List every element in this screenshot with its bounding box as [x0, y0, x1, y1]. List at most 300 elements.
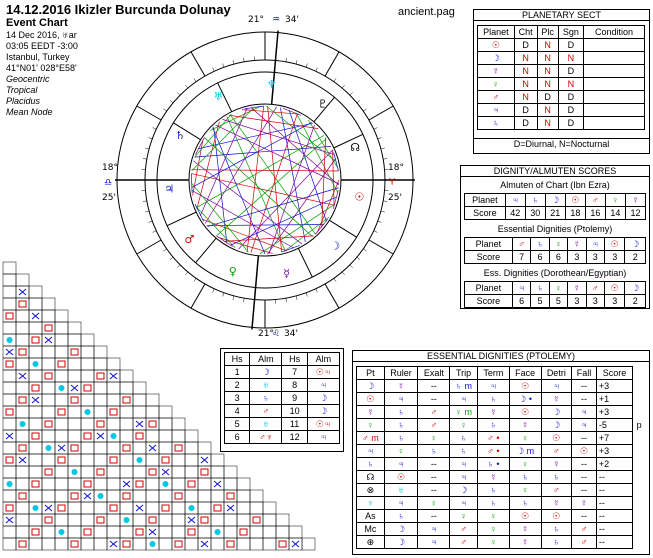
dignity-cell: -- [572, 432, 597, 445]
planet-icon: ☿ [568, 282, 586, 295]
dignity-cell: -- [418, 484, 450, 497]
score-value: 2 [625, 295, 646, 308]
sect-cell: N [537, 78, 558, 91]
house-number: 8 [282, 379, 307, 392]
dignity-cell: -- [418, 510, 450, 523]
col-header: Pt [357, 367, 385, 380]
condition-cell [584, 78, 645, 91]
libra-icon: ♎ [104, 178, 113, 188]
peregrine-flag [633, 497, 646, 510]
planet-icon: ♄ [531, 282, 549, 295]
sect-row [478, 91, 645, 104]
dignity-cell: ☿ [541, 497, 572, 510]
dignity-cell: -- [572, 380, 597, 393]
house-almuten: ♄ [250, 392, 282, 405]
house-number: 7 [282, 366, 307, 379]
score-value: 3 [586, 251, 604, 264]
dignity-cell: -- [596, 510, 632, 523]
dignity-cell: ♄ [477, 419, 509, 432]
planet-icon: ☉ [604, 282, 625, 295]
dignity-cell: ♄ [384, 432, 418, 445]
dignity-cell: -- [572, 471, 597, 484]
dignity-cell: ☉ [541, 510, 572, 523]
dignity-cell: -- [596, 523, 632, 536]
dignity-cell: -- [572, 510, 597, 523]
row-label: Planet [465, 238, 513, 251]
score-value: 6 [531, 251, 549, 264]
planet-icon: ☉ [604, 238, 625, 251]
dignity-cell: ☿ [509, 419, 541, 432]
ptolemy-label: Essential Dignities (Ptolemy) [497, 224, 613, 234]
dignity-cell: ☿ [477, 471, 509, 484]
dignity-cell: ♀ [477, 510, 509, 523]
chart-subtitle: Event Chart [6, 17, 68, 29]
sect-row [478, 117, 645, 130]
dignity-cell: ♂ [541, 484, 572, 497]
house-row [225, 392, 340, 405]
dignity-cell: ♄ • [477, 458, 509, 471]
dignity-cell: ☉ [509, 510, 541, 523]
dignity-cell: ♄ [450, 432, 478, 445]
planet-icon: ♀ [549, 282, 567, 295]
dignity-cell: +3 [596, 380, 632, 393]
svg-text:♅: ♅ [213, 90, 224, 104]
planet-icon: ☿ [478, 65, 515, 78]
dignity-cell: ☉ [384, 471, 418, 484]
house-number: 6 [225, 431, 250, 444]
peregrine-flag [633, 471, 646, 484]
score-value: 3 [586, 295, 604, 308]
leo-icon: ♌ [272, 329, 281, 339]
sect-legend: D=Diurnal, N=Nocturnal [474, 138, 649, 149]
dignity-cell: ♀ [509, 484, 541, 497]
dignity-cell: ♃ [477, 380, 509, 393]
svg-text:♇: ♇ [317, 97, 328, 111]
planet-icon: ♄ [478, 117, 515, 130]
point-icon: ♄ [357, 458, 385, 471]
dignity-cell: ☉ [572, 445, 597, 458]
planet-icon: ☿ [568, 238, 586, 251]
col-header: Condition [584, 26, 645, 39]
sect-cell: D [558, 39, 583, 52]
score-planet-row [465, 194, 646, 207]
planet-icon: ♂ [478, 91, 515, 104]
planet-icon: ☽ [478, 52, 515, 65]
dignity-cell: ♃ [418, 523, 450, 536]
row-label: Score [465, 207, 506, 220]
sect-cell: N [514, 78, 537, 91]
planet-icon: ☽ [625, 282, 646, 295]
dignity-row [357, 432, 646, 445]
dignity-cell: ♂ [572, 523, 597, 536]
planetary-sect-table [477, 25, 645, 130]
dignity-cell: ♂ • [477, 432, 509, 445]
svg-text:☽: ☽ [330, 239, 341, 253]
point-icon: ☉ [357, 393, 385, 406]
planet-icon: ☿ [625, 194, 645, 207]
sect-cell: D [514, 117, 537, 130]
dignity-cell: ♄ [541, 523, 572, 536]
dignity-cell: ☽ [384, 523, 418, 536]
svg-text:☉: ☉ [354, 190, 365, 204]
house-row [225, 418, 340, 431]
col-header: Ruler [384, 367, 418, 380]
condition-cell [584, 117, 645, 130]
col-header: Trip [450, 367, 478, 380]
dignity-cell: ♀ [477, 523, 509, 536]
point-icon: ♃ [357, 445, 385, 458]
peregrine-flag [633, 432, 646, 445]
score-value: 21 [545, 207, 565, 220]
dignity-cell: -- [418, 380, 450, 393]
planet-icon: ♀ [549, 238, 567, 251]
dignity-cell: ♃ [450, 393, 478, 406]
house-almuten: ♃ [307, 379, 339, 392]
score-value-row [465, 295, 646, 308]
dignity-row [357, 536, 646, 549]
planet-icon: ☉ [478, 39, 515, 52]
planet-icon: ♃ [512, 282, 530, 295]
point-icon: ⊕ [357, 536, 385, 549]
peregrine-flag [633, 393, 646, 406]
house-almuten: ♃ [307, 431, 339, 444]
dignity-cell: ♀ [384, 445, 418, 458]
col-header: Fall [572, 367, 597, 380]
planet-icon: ♄ [531, 238, 549, 251]
dignity-row [357, 523, 646, 536]
sect-cell: N [537, 104, 558, 117]
sect-cell: N [537, 65, 558, 78]
col-header: Alm [250, 353, 282, 366]
chart-place: Istanbul, Turkey [6, 52, 70, 62]
row-label: Score [465, 295, 513, 308]
aries-icon: ♈ [388, 178, 397, 188]
sect-cell: D [537, 91, 558, 104]
dignity-cell: ♄ [477, 497, 509, 510]
sect-cell: N [558, 52, 583, 65]
dignity-cell: ♀ [418, 432, 450, 445]
planet-icon: ♀ [478, 78, 515, 91]
dignity-cell: ♃ [450, 497, 478, 510]
dignity-cell: ♃ [541, 380, 572, 393]
dignity-cell: ☿ [477, 406, 509, 419]
score-value: 2 [625, 251, 646, 264]
chart-option: Geocentric [6, 74, 50, 84]
house-almuten: ♅ [250, 418, 282, 431]
col-header: Sgn [558, 26, 583, 39]
house-number: 9 [282, 392, 307, 405]
asc-degree: 18° [102, 163, 118, 173]
chart-option: Placidus [6, 96, 41, 106]
sect-cell: N [537, 117, 558, 130]
house-row [225, 379, 340, 392]
sect-cell: N [514, 52, 537, 65]
dignity-row [357, 510, 646, 523]
peregrine-flag [633, 445, 646, 458]
sect-row [478, 104, 645, 117]
house-number: 12 [282, 431, 307, 444]
sect-row [478, 78, 645, 91]
house-almuten: ☽ [307, 405, 339, 418]
house-number: 4 [225, 405, 250, 418]
ic-minute: 34' [284, 329, 298, 339]
score-value: 5 [531, 295, 549, 308]
sect-cell: N [514, 65, 537, 78]
dignity-row [357, 406, 646, 419]
chart-title: 14.12.2016 Ikizler Burcunda Dolunay [6, 2, 231, 17]
dignity-cell: ♀ [509, 432, 541, 445]
dignity-cell: ♄ [477, 393, 509, 406]
dignity-row [357, 393, 646, 406]
dignity-cell: ♄ [509, 471, 541, 484]
svg-text:♀: ♀ [228, 264, 237, 278]
dignity-cell: +3 [596, 406, 632, 419]
peregrine-flag [633, 406, 646, 419]
house-almuten: ☉♃ [307, 366, 339, 379]
dignity-cell: ♀ [418, 497, 450, 510]
condition-cell [584, 39, 645, 52]
dignity-scores-title: DIGNITY/ALMUTEN SCORES [461, 166, 649, 177]
dignity-cell: ☉ [509, 380, 541, 393]
score-value: 3 [568, 251, 586, 264]
essential-dignities-title: ESSENTIAL DIGNITIES (PTOLEMY) [353, 351, 649, 362]
chart-time: 03:05 EEDT -3:00 [6, 41, 78, 51]
svg-text:♆: ♆ [266, 78, 277, 92]
dignity-cell: ☉ [541, 432, 572, 445]
dignity-cell: -- [596, 497, 632, 510]
dignity-cell: ♄ [384, 510, 418, 523]
house-number: 2 [225, 379, 250, 392]
house-almuten: ♂ [250, 405, 282, 418]
row-label: Planet [465, 282, 513, 295]
dignity-cell: ♄ [541, 536, 572, 549]
score-value: 3 [568, 295, 586, 308]
dignity-cell: ♀ [477, 536, 509, 549]
svg-text:♄: ♄ [175, 128, 186, 142]
condition-cell [584, 104, 645, 117]
dignity-cell: ♀ [509, 458, 541, 471]
house-number: 1 [225, 366, 250, 379]
sect-cell: N [558, 78, 583, 91]
dignity-cell: ☽ [541, 419, 572, 432]
planet-icon: ♂ [512, 238, 530, 251]
dignity-cell: ♂ [418, 406, 450, 419]
dignity-cell: -- [572, 393, 597, 406]
planet-icon: ♂ [586, 282, 604, 295]
dignity-cell: -- [418, 458, 450, 471]
score-planet-row [465, 282, 646, 295]
house-number: 5 [225, 418, 250, 431]
svg-text:☊: ☊ [350, 141, 360, 155]
sect-cell: D [514, 104, 537, 117]
col-header: Hs [282, 353, 307, 366]
score-value-row [465, 207, 646, 220]
point-icon: ♆ [357, 497, 385, 510]
house-number: 10 [282, 405, 307, 418]
dignity-cell: ♄ m [450, 380, 478, 393]
dignity-cell: ☿ [509, 536, 541, 549]
score-value: 14 [605, 207, 625, 220]
dignity-cell: ☽ m [509, 445, 541, 458]
house-row [225, 431, 340, 444]
ptolemy-table [464, 237, 646, 264]
house-number: 3 [225, 392, 250, 405]
dignity-row [357, 419, 646, 432]
dsc-minute: 25' [388, 193, 402, 203]
score-value: 5 [549, 295, 567, 308]
dignity-cell: ♃ [572, 406, 597, 419]
point-icon: ☿ [357, 406, 385, 419]
condition-cell [584, 91, 645, 104]
dignity-cell: ♃ [572, 419, 597, 432]
dorothean-label: Ess. Dignities (Dorothean/Egyptian) [483, 268, 627, 278]
col-header: Face [509, 367, 541, 380]
page-file-name: ancient.pag [398, 6, 455, 18]
sect-cell: D [558, 91, 583, 104]
planet-icon: ☽ [545, 194, 565, 207]
dignity-cell: ☿ [541, 393, 572, 406]
sect-row [478, 65, 645, 78]
chart-coords: 41°N01' 028°E58' [6, 63, 77, 73]
point-icon: Mc [357, 523, 385, 536]
condition-cell [584, 52, 645, 65]
condition-cell [584, 65, 645, 78]
asc-minute: 25' [102, 193, 116, 203]
dignity-cell: ♄ [418, 445, 450, 458]
score-value: 16 [585, 207, 605, 220]
col-header: Score [596, 367, 632, 380]
col-header: Alm [307, 353, 339, 366]
house-almuten: ♂♆ [250, 431, 282, 444]
dignity-cell: -- [572, 484, 597, 497]
dignity-cell: ♀ [450, 510, 478, 523]
peregrine-flag [633, 523, 646, 536]
dignity-cell: ♂ [572, 536, 597, 549]
dignity-cell: ☽ [384, 536, 418, 549]
dignity-cell: ♃ [384, 497, 418, 510]
point-icon: ☊ [357, 471, 385, 484]
mc-degree: 21° [248, 15, 264, 25]
score-value-row [465, 251, 646, 264]
row-label: Score [465, 251, 513, 264]
col-header: Exalt [418, 367, 450, 380]
col-header: Cht [514, 26, 537, 39]
aspect-lines [191, 106, 339, 254]
house-row [225, 405, 340, 418]
dignity-cell: +2 [596, 458, 632, 471]
house-number: 11 [282, 418, 307, 431]
dignity-cell: ♂ • [477, 445, 509, 458]
dignity-row [357, 458, 646, 471]
dignity-cell: +7 [596, 432, 632, 445]
planet-icon: ♃ [505, 194, 525, 207]
col-header: Planet [478, 26, 515, 39]
dignity-cell: ♂ [450, 536, 478, 549]
dignity-cell: -- [418, 471, 450, 484]
score-value: 42 [505, 207, 525, 220]
peregrine-flag [633, 536, 646, 549]
dignity-cell: ♄ [450, 445, 478, 458]
dignity-cell: ☿ [572, 497, 597, 510]
svg-text:♂: ♂ [184, 233, 195, 247]
dignity-row [357, 484, 646, 497]
score-value: 3 [604, 295, 625, 308]
planet-icon: ☽ [625, 238, 646, 251]
point-icon: As [357, 510, 385, 523]
aspect-ring [189, 104, 341, 256]
dignity-cell: +1 [596, 393, 632, 406]
sect-row [478, 52, 645, 65]
dignity-cell: ♂ [450, 523, 478, 536]
sect-cell: D [558, 104, 583, 117]
dorothean-table [464, 281, 646, 308]
planet-glyphs [164, 78, 364, 280]
mc-minute: 34' [285, 15, 299, 25]
dignity-cell: -5 [596, 419, 632, 432]
aquarius-icon: ♒ [272, 15, 281, 25]
chart-option: Mean Node [6, 107, 53, 117]
col-header: Detri [541, 367, 572, 380]
score-value: 7 [512, 251, 530, 264]
ic-degree: 21° [258, 329, 274, 339]
score-value: 18 [565, 207, 585, 220]
dignity-cell: ♄ [384, 419, 418, 432]
dignity-cell: ♄ [384, 406, 418, 419]
col-header: Plc [537, 26, 558, 39]
score-value: 12 [625, 207, 645, 220]
peregrine-flag [633, 484, 646, 497]
peregrine-flag [633, 380, 646, 393]
planet-icon: ☉ [565, 194, 585, 207]
planet-icon: ♄ [525, 194, 545, 207]
dignity-cell: -- [596, 536, 632, 549]
chart-option: Tropical [6, 85, 38, 95]
essential-dignities-table [356, 366, 646, 549]
essential-dignities-panel [352, 350, 650, 555]
dignity-cell: ♃ [418, 536, 450, 549]
point-icon: ☽ [357, 380, 385, 393]
col-header: Hs [225, 353, 250, 366]
score-value: 3 [604, 251, 625, 264]
dignity-cell: -- [596, 471, 632, 484]
sect-row [478, 39, 645, 52]
sect-cell: N [537, 52, 558, 65]
sect-cell: D [558, 117, 583, 130]
dignity-cell: -- [572, 458, 597, 471]
dignity-row [357, 471, 646, 484]
dignity-cell: ♄ [477, 484, 509, 497]
dignity-scores-panel [460, 165, 650, 309]
dignity-cell: ☿ [541, 458, 572, 471]
house-almuten: ♅ [250, 379, 282, 392]
point-icon: ♀ [357, 419, 385, 432]
dignity-cell: ♃ [450, 471, 478, 484]
planet-icon: ♃ [586, 238, 604, 251]
peregrine-flag [633, 458, 646, 471]
house-almuten: ☽ [250, 366, 282, 379]
dignity-cell: ♀ m [450, 406, 478, 419]
dignity-cell: ♃ [450, 458, 478, 471]
dsc-degree: 18° [388, 163, 404, 173]
dignity-row [357, 497, 646, 510]
dignity-cell: -- [418, 393, 450, 406]
dignity-cell: ☽ • [509, 393, 541, 406]
score-planet-row [465, 238, 646, 251]
dignity-row [357, 445, 646, 458]
dignity-cell: ♄ [509, 497, 541, 510]
score-value: 30 [525, 207, 545, 220]
sect-cell: D [514, 39, 537, 52]
